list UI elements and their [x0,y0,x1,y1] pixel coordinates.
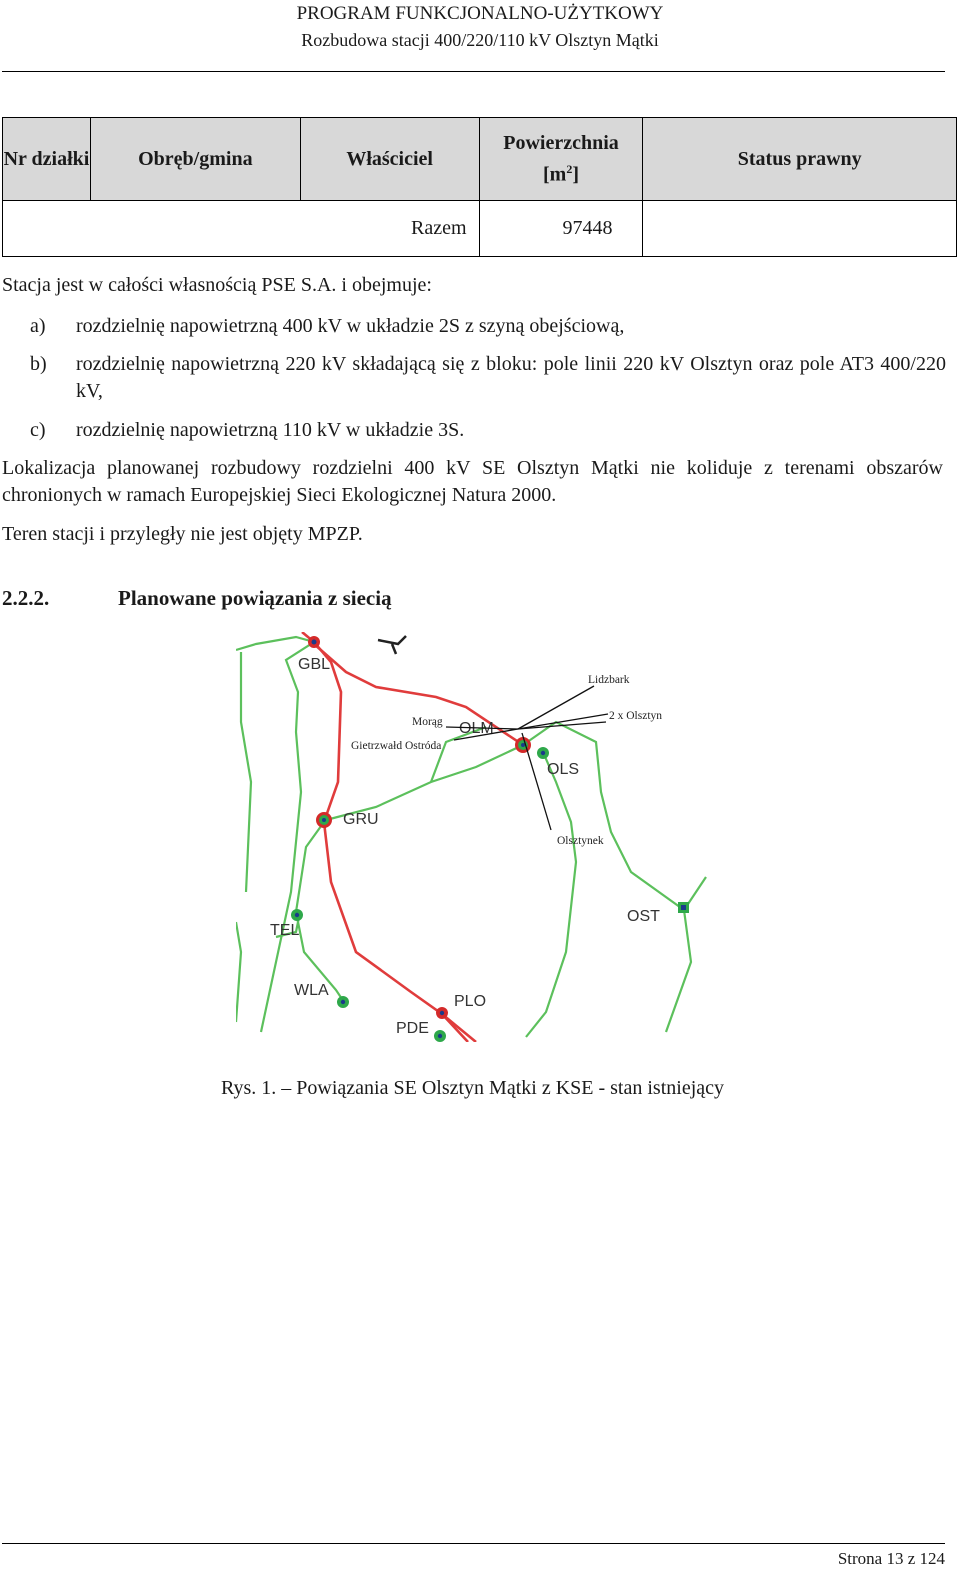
col-powierzchnia [479,118,643,201]
header-subtitle: Rozbudowa stacji 400/220/110 kV Olsztyn Mątki [301,30,659,50]
section-title: Planowane powiązania z siecią [118,586,392,610]
map-background [236,632,708,1042]
list-item-mark: a) [30,315,46,337]
annotation-label: Olsztynek [557,835,604,847]
station-label: OLM [459,720,494,737]
station-label: OLS [547,761,580,778]
col-powierzchnia-unit: [m [543,163,567,186]
col-status-prawny: Status prawny [643,118,957,201]
station-label: OST [627,908,660,925]
station-label: TEL [270,922,300,939]
mpzp-paragraph: Teren stacji i przyległy nie jest objęty MPZP. [2,523,363,545]
grid-connection-map [236,632,708,1042]
page-number: Strona 13 z 124 [837,1549,945,1568]
footer-rule [2,1543,945,1544]
col-powierzchnia-label: Powierzchnia [503,132,619,155]
col-powierzchnia-sup: 2 [566,162,573,177]
header-rule [2,71,945,72]
header-title: PROGRAM FUNKCJONALNO-UŻYTKOWY [296,3,664,24]
station-label: WLA [294,982,329,999]
annotation-label: Gietrzwałd Ostróda [351,740,442,752]
annotation-label: 2 x Olsztyn [609,710,663,722]
total-status-empty [643,201,957,257]
intro-text: Stacja jest w całości własnością PSE S.A. i obejmuje: [2,274,432,296]
total-value: 97448 [479,201,643,257]
station-label: PLO [454,993,487,1010]
list-item-text: rozdzielnię napowietrzną 400 kV w układzie 2S z szyną obejściową, [76,315,625,337]
station-label: PDE [396,1020,429,1037]
table-total-row [3,201,957,257]
figure-caption: Rys. 1. – Powiązania SE Olsztyn Mątki z KSE - stan istniejący [220,1077,725,1099]
col-nr-dzialki: Nr działki [3,118,91,201]
col-powierzchnia-close: ] [572,163,580,186]
annotation-label: Lidzbark [588,674,630,686]
annotation-label: Morąg [412,716,443,728]
col-wlasciciel: Właściciel [300,118,479,201]
section-number: 2.2.2. [2,586,50,610]
parcels-table [2,117,957,257]
station-label: GBL [298,656,331,673]
table-header-row [3,118,957,201]
list-item-text: rozdzielnię napowietrzną 110 kV w układzie 3S. [76,419,465,441]
list-item-mark: c) [30,419,46,441]
col-obreb-gmina: Obręb/gmina [90,118,300,201]
list-item-mark: b) [30,353,47,375]
station-label: GRU [343,811,379,828]
natura-paragraph: Lokalizacja planowanej rozbudowy rozdzielni 400 kV SE Olsztyn Mątki nie koliduje z terenami obszarów chronionych w ramach Europejskiej Sieci Ekologicznej Natura 2000. [2,457,943,506]
list-item-text: rozdzielnię napowietrzną 220 kV składającą się z bloku: pole linii 220 kV Olsztyn oraz pole AT3 400/220 kV, [76,353,946,402]
total-label: Razem [3,201,480,257]
